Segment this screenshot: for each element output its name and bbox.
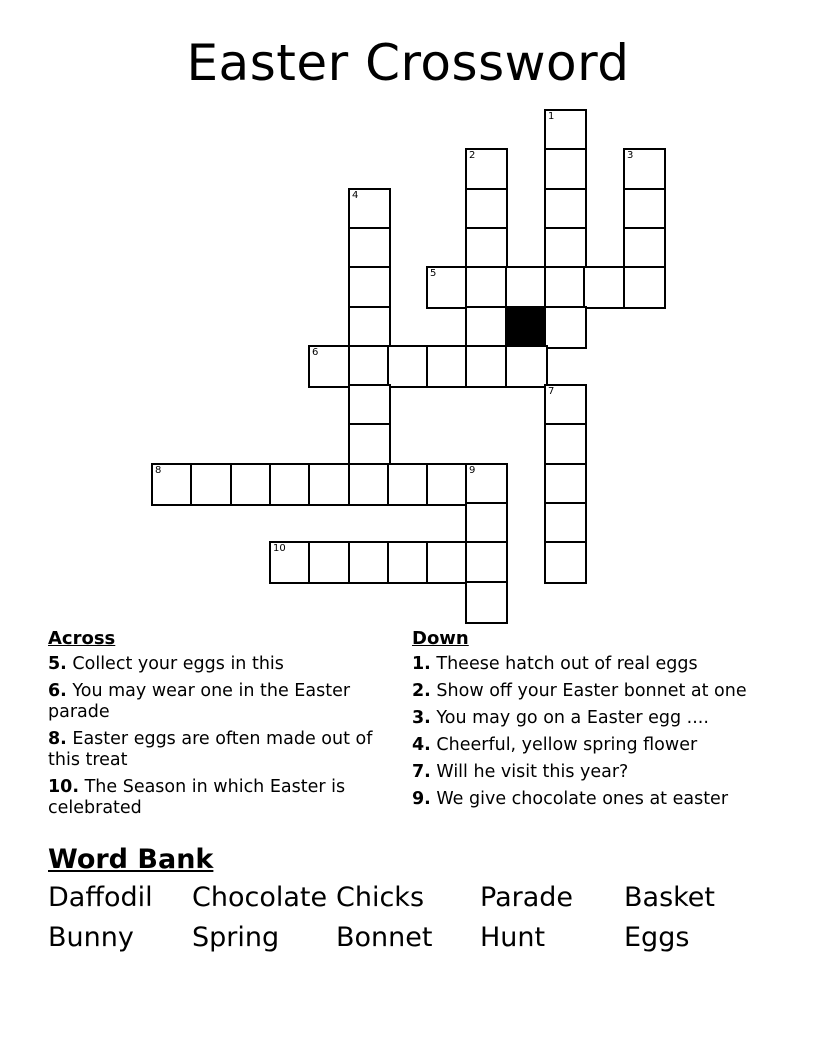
word-bank-item: Hunt (480, 922, 546, 953)
grid-cell[interactable] (544, 384, 587, 427)
word-bank-item: Bonnet (336, 922, 433, 953)
grid-cell[interactable] (151, 463, 194, 506)
grid-cell[interactable] (544, 502, 587, 545)
word-bank-item: Bunny (48, 922, 134, 953)
grid-cell[interactable] (465, 581, 508, 624)
grid-cell[interactable] (190, 463, 233, 506)
grid-cell[interactable] (465, 502, 508, 545)
word-bank-heading: Word Bank (48, 844, 214, 875)
blocked-cell (505, 306, 548, 349)
grid-cell[interactable] (348, 227, 391, 270)
clue-number: 2 (469, 150, 476, 161)
word-bank-item: Daffodil (48, 882, 153, 913)
grid-cell[interactable] (308, 345, 351, 388)
grid-cell[interactable] (544, 148, 587, 191)
grid-cell[interactable] (426, 266, 469, 309)
page-title: Easter Crossword (186, 34, 630, 92)
grid-cell[interactable] (348, 423, 391, 466)
grid-cell[interactable] (465, 463, 508, 506)
down-heading: Down (412, 628, 469, 649)
grid-cell[interactable] (623, 227, 666, 270)
grid-cell[interactable] (348, 188, 391, 231)
grid-cell[interactable] (544, 541, 587, 584)
grid-cell[interactable] (623, 148, 666, 191)
clue-number: 7 (548, 386, 555, 397)
grid-cell[interactable] (465, 345, 508, 388)
grid-cell[interactable] (269, 463, 312, 506)
grid-cell[interactable] (544, 188, 587, 231)
grid-cell[interactable] (544, 463, 587, 506)
grid-cell[interactable] (348, 541, 391, 584)
grid-cell[interactable] (583, 266, 626, 309)
grid-cell[interactable] (230, 463, 273, 506)
clue-number: 10 (273, 543, 286, 554)
grid-cell[interactable] (348, 463, 391, 506)
grid-cell[interactable] (387, 345, 430, 388)
grid-cell[interactable] (623, 188, 666, 231)
clue-across-6: 6. You may wear one in the Easter parade (48, 681, 351, 722)
grid-cell[interactable] (465, 541, 508, 584)
clue-down-3: 3. You may go on a Easter egg .... (412, 708, 709, 728)
word-bank-item: Parade (480, 882, 574, 913)
grid-cell[interactable] (505, 345, 548, 388)
grid-cell[interactable] (465, 266, 508, 309)
grid-cell[interactable] (269, 541, 312, 584)
clue-number: 8 (155, 465, 162, 476)
grid-cell[interactable] (426, 463, 469, 506)
clue-down-7: 7. Will he visit this year? (412, 762, 629, 782)
across-heading: Across (48, 628, 116, 649)
grid-cell[interactable] (544, 306, 587, 349)
grid-cell[interactable] (308, 463, 351, 506)
grid-cell[interactable] (544, 266, 587, 309)
clue-down-1: 1. Theese hatch out of real eggs (412, 654, 698, 674)
word-bank-item: Eggs (624, 922, 690, 953)
grid-cell[interactable] (505, 266, 548, 309)
clue-down-9: 9. We give chocolate ones at easter (412, 789, 729, 809)
clue-down-4: 4. Cheerful, yellow spring flower (412, 735, 698, 755)
clue-number: 9 (469, 465, 476, 476)
word-bank-item: Chocolate (192, 882, 328, 913)
word-bank-item: Chicks (336, 882, 425, 913)
clue-across-8: 8. Easter eggs are often made out of this treat (48, 729, 373, 770)
clue-number: 5 (430, 268, 437, 279)
across-clues (48, 628, 378, 825)
grid-cell[interactable] (348, 306, 391, 349)
grid-cell[interactable] (426, 541, 469, 584)
grid-cell[interactable] (348, 345, 391, 388)
grid-cell[interactable] (387, 541, 430, 584)
grid-cell[interactable] (465, 227, 508, 270)
down-clues (412, 628, 762, 816)
grid-cell[interactable] (544, 423, 587, 466)
grid-cell[interactable] (465, 148, 508, 191)
word-bank-item: Basket (624, 882, 716, 913)
clue-number: 1 (548, 111, 555, 122)
clue-number: 3 (627, 150, 634, 161)
grid-cell[interactable] (465, 188, 508, 231)
word-bank (48, 880, 768, 956)
grid-cell[interactable] (544, 227, 587, 270)
grid-cell[interactable] (623, 266, 666, 309)
grid-cell[interactable] (348, 266, 391, 309)
grid-cell[interactable] (426, 345, 469, 388)
grid-cell[interactable] (544, 109, 587, 152)
grid-cell[interactable] (308, 541, 351, 584)
clue-across-5: 5. Collect your eggs in this (48, 654, 284, 674)
word-bank-item: Spring (192, 922, 280, 953)
clue-number: 6 (312, 347, 319, 358)
grid-cell[interactable] (465, 306, 508, 349)
clue-number: 4 (352, 190, 359, 201)
grid-cell[interactable] (348, 384, 391, 427)
grid-cell[interactable] (387, 463, 430, 506)
clue-across-10: 10. The Season in which Easter is celebrated (48, 777, 346, 818)
clue-down-2: 2. Show off your Easter bonnet at one (412, 681, 747, 701)
